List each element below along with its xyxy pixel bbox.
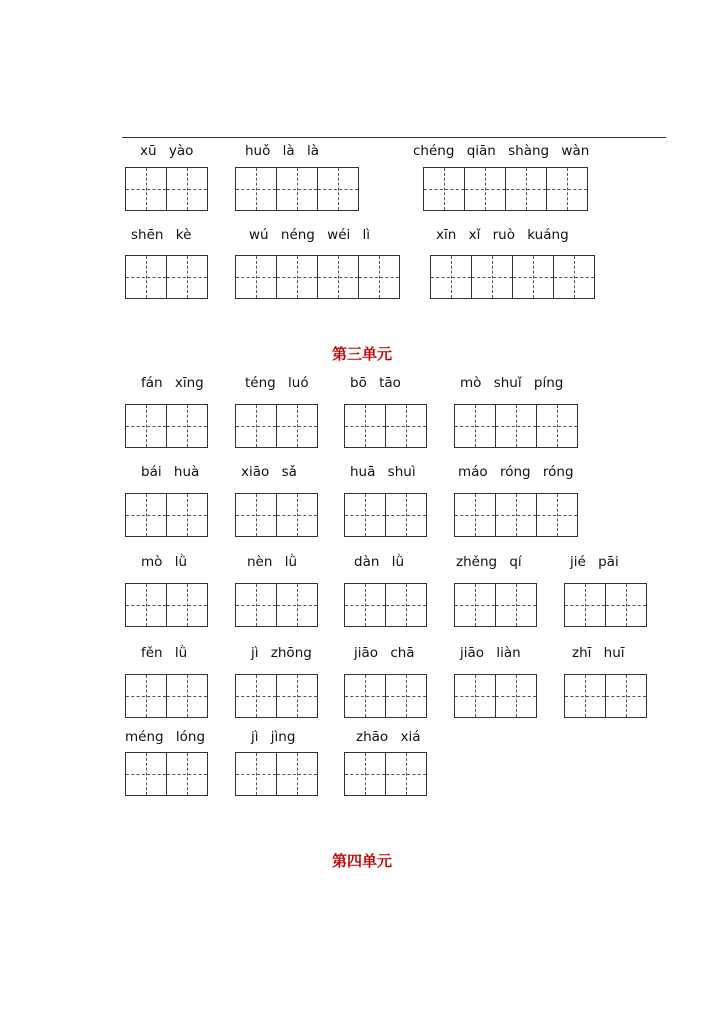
- pinyin-label: máo róng róng: [458, 464, 574, 480]
- char-cell[interactable]: [605, 674, 647, 718]
- writing-grid[interactable]: [235, 255, 399, 299]
- writing-grid[interactable]: [454, 404, 577, 448]
- writing-grid[interactable]: [454, 583, 536, 627]
- pinyin-label: huǒ là là: [245, 143, 320, 159]
- writing-grid[interactable]: [235, 674, 317, 718]
- writing-grid[interactable]: [344, 674, 426, 718]
- char-cell[interactable]: [385, 674, 427, 718]
- char-cell[interactable]: [235, 752, 277, 796]
- char-cell[interactable]: [344, 493, 386, 537]
- char-cell[interactable]: [385, 583, 427, 627]
- char-cell[interactable]: [430, 255, 472, 299]
- pinyin-label: huā shuì: [350, 464, 416, 480]
- char-cell[interactable]: [235, 583, 277, 627]
- pinyin-label: jié pāi: [570, 554, 619, 570]
- pinyin-label: mò shuǐ píng: [460, 375, 564, 391]
- writing-grid[interactable]: [125, 752, 207, 796]
- char-cell[interactable]: [166, 752, 208, 796]
- writing-grid[interactable]: [344, 404, 426, 448]
- writing-grid[interactable]: [344, 493, 426, 537]
- pinyin-label: zhāo xiá: [356, 729, 421, 745]
- char-cell[interactable]: [125, 167, 167, 211]
- char-cell[interactable]: [125, 404, 167, 448]
- writing-grid[interactable]: [125, 167, 207, 211]
- pinyin-label: xiāo sǎ: [241, 464, 297, 480]
- char-cell[interactable]: [454, 674, 496, 718]
- char-cell[interactable]: [344, 583, 386, 627]
- writing-grid[interactable]: [235, 404, 317, 448]
- writing-grid[interactable]: [235, 493, 317, 537]
- char-cell[interactable]: [385, 404, 427, 448]
- char-cell[interactable]: [276, 493, 318, 537]
- writing-grid[interactable]: [125, 674, 207, 718]
- pinyin-label: jiāo chā: [354, 645, 415, 661]
- char-cell[interactable]: [235, 167, 277, 211]
- writing-grid[interactable]: [454, 674, 536, 718]
- writing-grid[interactable]: [235, 752, 317, 796]
- char-cell[interactable]: [166, 583, 208, 627]
- pinyin-label: zhěng qí: [456, 554, 522, 570]
- pinyin-label: shēn kè: [131, 227, 192, 243]
- pinyin-label: zhī huī: [572, 645, 625, 661]
- char-cell[interactable]: [605, 583, 647, 627]
- writing-grid[interactable]: [125, 493, 207, 537]
- writing-grid[interactable]: [564, 674, 646, 718]
- char-cell[interactable]: [166, 167, 208, 211]
- char-cell[interactable]: [536, 493, 578, 537]
- char-cell[interactable]: [125, 752, 167, 796]
- char-cell[interactable]: [235, 255, 277, 299]
- char-cell[interactable]: [166, 674, 208, 718]
- char-cell[interactable]: [166, 493, 208, 537]
- char-cell[interactable]: [564, 583, 606, 627]
- char-cell[interactable]: [454, 583, 496, 627]
- char-cell[interactable]: [495, 583, 537, 627]
- char-cell[interactable]: [454, 404, 496, 448]
- char-cell[interactable]: [505, 167, 547, 211]
- char-cell[interactable]: [276, 404, 318, 448]
- char-cell[interactable]: [471, 255, 513, 299]
- char-cell[interactable]: [166, 404, 208, 448]
- char-cell[interactable]: [317, 255, 359, 299]
- char-cell[interactable]: [385, 493, 427, 537]
- pinyin-label: jì jìng: [251, 729, 296, 745]
- char-cell[interactable]: [546, 167, 588, 211]
- writing-grid[interactable]: [454, 493, 577, 537]
- char-cell[interactable]: [125, 674, 167, 718]
- char-cell[interactable]: [235, 674, 277, 718]
- pinyin-label: jì zhōng: [251, 645, 312, 661]
- writing-grid[interactable]: [344, 752, 426, 796]
- char-cell[interactable]: [276, 674, 318, 718]
- char-cell[interactable]: [125, 583, 167, 627]
- writing-grid[interactable]: [125, 404, 207, 448]
- char-cell[interactable]: [454, 493, 496, 537]
- writing-grid[interactable]: [125, 583, 207, 627]
- char-cell[interactable]: [166, 255, 208, 299]
- char-cell[interactable]: [423, 167, 465, 211]
- char-cell[interactable]: [344, 404, 386, 448]
- char-cell[interactable]: [495, 674, 537, 718]
- writing-grid[interactable]: [423, 167, 587, 211]
- top-rule: [122, 137, 666, 138]
- writing-grid[interactable]: [430, 255, 594, 299]
- pinyin-label: bái huà: [141, 464, 200, 480]
- char-cell[interactable]: [276, 167, 318, 211]
- char-cell[interactable]: [385, 752, 427, 796]
- pinyin-label: bō tāo: [350, 375, 401, 391]
- unit-3-title: 第三单元: [331, 345, 392, 363]
- char-cell[interactable]: [317, 167, 359, 211]
- pinyin-label: méng lóng: [125, 729, 206, 745]
- pinyin-label: jiāo liàn: [460, 645, 521, 661]
- pinyin-label: dàn lǜ: [354, 554, 404, 570]
- char-cell[interactable]: [235, 493, 277, 537]
- pinyin-label: xīn xǐ ruò kuáng: [436, 227, 569, 243]
- char-cell[interactable]: [464, 167, 506, 211]
- pinyin-label: mò lǜ: [141, 554, 188, 570]
- pinyin-label: chéng qiān shàng wàn: [413, 143, 590, 159]
- pinyin-label: nèn lǜ: [247, 554, 298, 570]
- char-cell[interactable]: [495, 404, 537, 448]
- writing-grid[interactable]: [564, 583, 646, 627]
- writing-grid[interactable]: [344, 583, 426, 627]
- unit-4-title: 第四单元: [331, 852, 392, 870]
- writing-grid[interactable]: [235, 167, 358, 211]
- pinyin-label: téng luó: [245, 375, 309, 391]
- char-cell[interactable]: [344, 752, 386, 796]
- char-cell[interactable]: [536, 404, 578, 448]
- writing-grid[interactable]: [235, 583, 317, 627]
- pinyin-label: xū yào: [140, 143, 194, 159]
- char-cell[interactable]: [125, 255, 167, 299]
- char-cell[interactable]: [276, 583, 318, 627]
- char-cell[interactable]: [276, 752, 318, 796]
- char-cell[interactable]: [358, 255, 400, 299]
- char-cell[interactable]: [344, 674, 386, 718]
- char-cell[interactable]: [495, 493, 537, 537]
- char-cell[interactable]: [553, 255, 595, 299]
- writing-grid[interactable]: [125, 255, 207, 299]
- char-cell[interactable]: [235, 404, 277, 448]
- pinyin-label: fán xīng: [141, 375, 204, 391]
- pinyin-label: wú néng wéi lì: [249, 227, 371, 243]
- char-cell[interactable]: [125, 493, 167, 537]
- char-cell[interactable]: [564, 674, 606, 718]
- char-cell[interactable]: [276, 255, 318, 299]
- pinyin-label: fěn lǜ: [141, 645, 188, 661]
- char-cell[interactable]: [512, 255, 554, 299]
